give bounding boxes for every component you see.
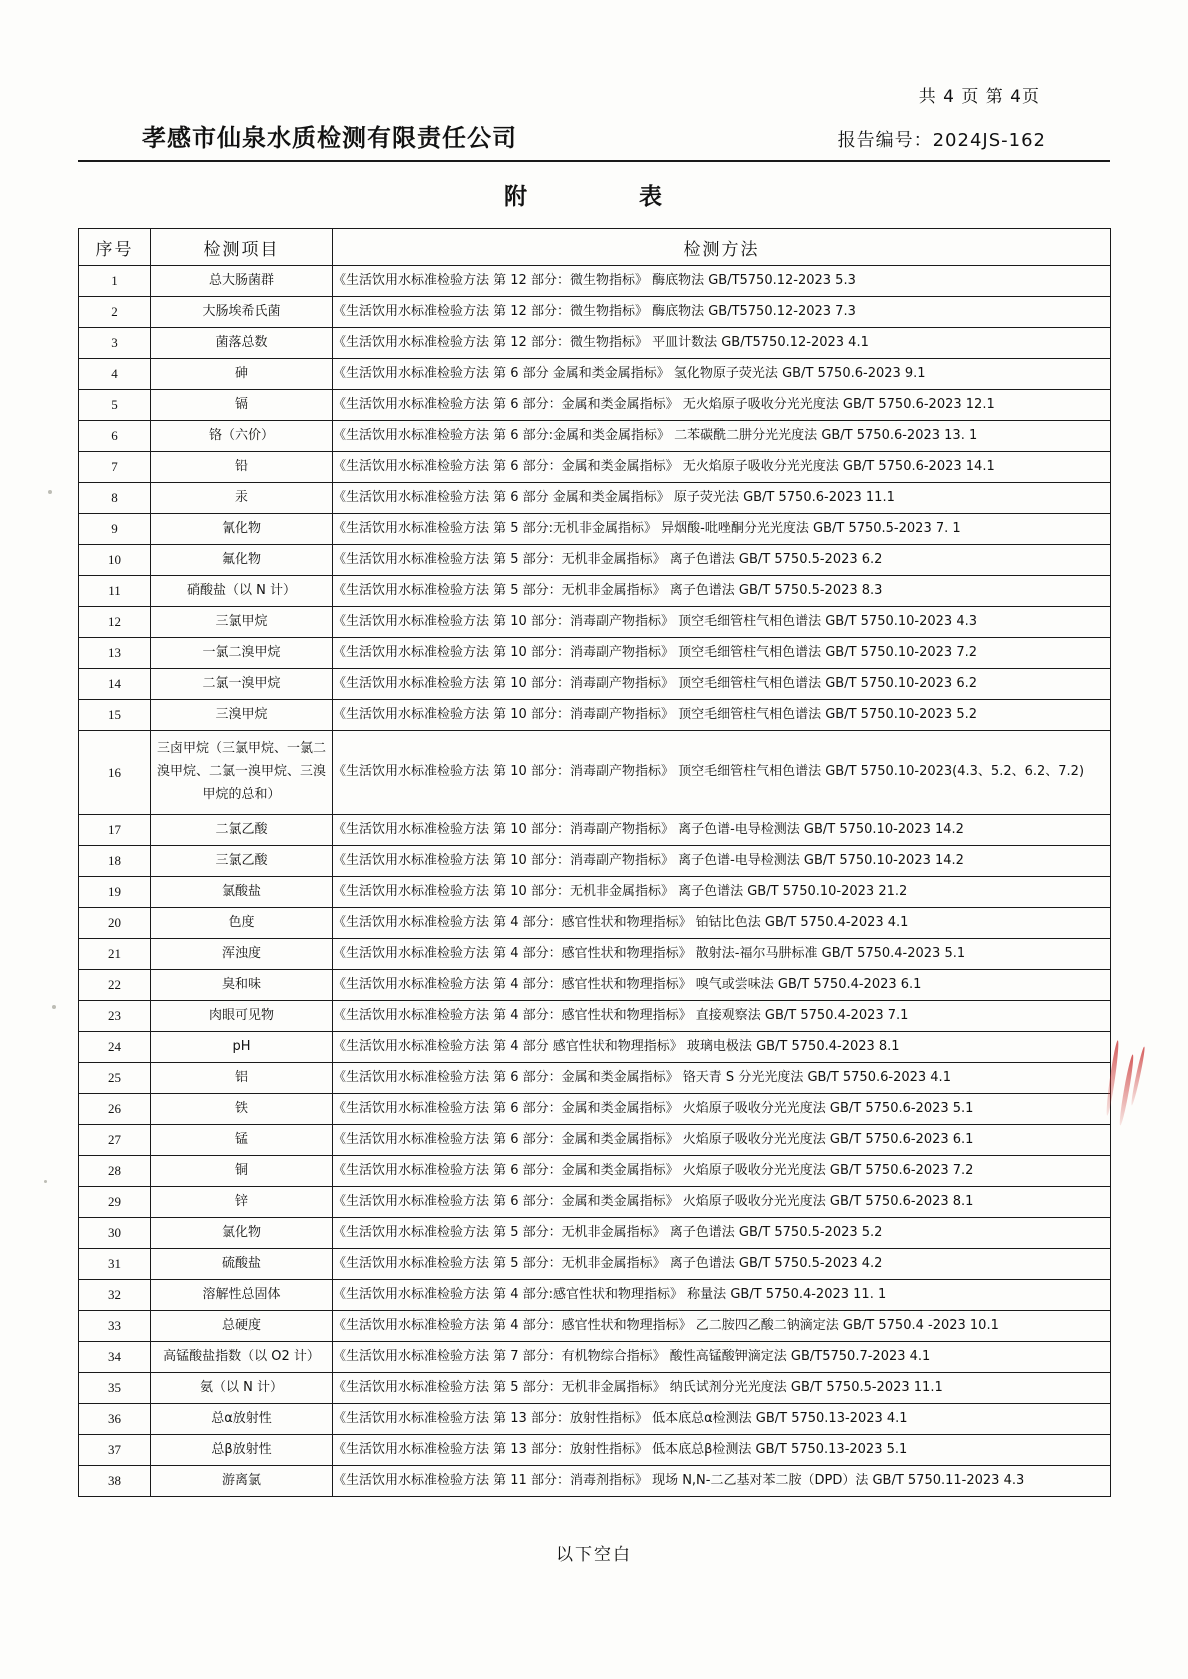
cell-item: 氯化物 bbox=[151, 1218, 333, 1249]
cell-method: 《生活饮用水标准检验方法 第 12 部分：微生物指标》 酶底物法 GB/T5750.12-2023 7.3 bbox=[333, 297, 1111, 328]
cell-method: 《生活饮用水标准检验方法 第 7 部分：有机物综合指标》 酸性高锰酸钾滴定法 GB/T5750.7-2023 4.1 bbox=[333, 1342, 1111, 1373]
cell-no: 28 bbox=[79, 1156, 151, 1187]
cell-method: 《生活饮用水标准检验方法 第 6 部分：金属和类金属指标》 铬天青 S 分光光度法 GB/T 5750.6-2023 4.1 bbox=[333, 1063, 1111, 1094]
cell-item: 锰 bbox=[151, 1125, 333, 1156]
cell-item: 铬（六价） bbox=[151, 421, 333, 452]
scan-speck bbox=[48, 490, 52, 494]
cell-no: 1 bbox=[79, 266, 151, 297]
cell-method: 《生活饮用水标准检验方法 第 4 部分:感官性状和物理指标》 称量法 GB/T 5750.4-2023 11. 1 bbox=[333, 1280, 1111, 1311]
cell-item: pH bbox=[151, 1032, 333, 1063]
cell-method: 《生活饮用水标准检验方法 第 6 部分 金属和类金属指标》 原子荧光法 GB/T 5750.6-2023 11.1 bbox=[333, 483, 1111, 514]
cell-no: 20 bbox=[79, 908, 151, 939]
cell-method: 《生活饮用水标准检验方法 第 5 部分：无机非金属指标》 离子色谱法 GB/T 5750.5-2023 4.2 bbox=[333, 1249, 1111, 1280]
cell-no: 16 bbox=[79, 731, 151, 815]
cell-method: 《生活饮用水标准检验方法 第 12 部分：微生物指标》 酶底物法 GB/T5750.12-2023 5.3 bbox=[333, 266, 1111, 297]
report-number-label: 报告编号： bbox=[837, 130, 933, 151]
cell-no: 5 bbox=[79, 390, 151, 421]
cell-item: 总α放射性 bbox=[151, 1404, 333, 1435]
page-count: 共 4 页 第 4页 bbox=[918, 87, 1040, 107]
cell-no: 21 bbox=[79, 939, 151, 970]
cell-no: 29 bbox=[79, 1187, 151, 1218]
cell-item: 硫酸盐 bbox=[151, 1249, 333, 1280]
cell-method: 《生活饮用水标准检验方法 第 11 部分：消毒剂指标》 现场 N,N-二乙基对苯二胺（DPD）法 GB/T 5750.11-2023 4.3 bbox=[333, 1466, 1111, 1497]
table-row bbox=[79, 1094, 1111, 1125]
table-row bbox=[79, 1249, 1111, 1280]
cell-method: 《生活饮用水标准检验方法 第 6 部分：金属和类金属指标》 火焰原子吸收分光光度法 GB/T 5750.6-2023 5.1 bbox=[333, 1094, 1111, 1125]
cell-item: 三氯乙酸 bbox=[151, 846, 333, 877]
cell-no: 15 bbox=[79, 700, 151, 731]
cell-method: 《生活饮用水标准检验方法 第 5 部分：无机非金属指标》 离子色谱法 GB/T 5750.5-2023 6.2 bbox=[333, 545, 1111, 576]
table-row bbox=[79, 1280, 1111, 1311]
cell-no: 3 bbox=[79, 328, 151, 359]
cell-item: 镉 bbox=[151, 390, 333, 421]
header-divider bbox=[78, 160, 1110, 162]
cell-item: 氰化物 bbox=[151, 514, 333, 545]
cell-no: 7 bbox=[79, 452, 151, 483]
column-header-item: 检测项目 bbox=[151, 229, 333, 266]
cell-item: 铜 bbox=[151, 1156, 333, 1187]
table-row bbox=[79, 731, 1111, 815]
cell-no: 18 bbox=[79, 846, 151, 877]
cell-item: 浑浊度 bbox=[151, 939, 333, 970]
cell-no: 19 bbox=[79, 877, 151, 908]
column-header-no: 序号 bbox=[79, 229, 151, 266]
table-row bbox=[79, 514, 1111, 545]
cell-item: 氨（以 N 计） bbox=[151, 1373, 333, 1404]
cell-method: 《生活饮用水标准检验方法 第 4 部分：感官性状和物理指标》 嗅气或尝味法 GB/T 5750.4-2023 6.1 bbox=[333, 970, 1111, 1001]
table-body bbox=[79, 266, 1111, 1497]
cell-no: 32 bbox=[79, 1280, 151, 1311]
table-row bbox=[79, 1404, 1111, 1435]
cell-method: 《生活饮用水标准检验方法 第 10 部分：消毒副产物指标》 顶空毛细管柱气相色谱法 GB/T 5750.10-2023 6.2 bbox=[333, 669, 1111, 700]
table-row bbox=[79, 1063, 1111, 1094]
cell-no: 36 bbox=[79, 1404, 151, 1435]
table-row bbox=[79, 297, 1111, 328]
cell-method: 《生活饮用水标准检验方法 第 6 部分：金属和类金属指标》 火焰原子吸收分光光度法 GB/T 5750.6-2023 7.2 bbox=[333, 1156, 1111, 1187]
cell-no: 4 bbox=[79, 359, 151, 390]
cell-method: 《生活饮用水标准检验方法 第 10 部分：消毒副产物指标》 顶空毛细管柱气相色谱法 GB/T 5750.10-2023 5.2 bbox=[333, 700, 1111, 731]
cell-item: 硝酸盐（以 N 计） bbox=[151, 576, 333, 607]
cell-no: 33 bbox=[79, 1311, 151, 1342]
cell-no: 10 bbox=[79, 545, 151, 576]
cell-method: 《生活饮用水标准检验方法 第 6 部分:金属和类金属指标》 二苯碳酰二肼分光光度法 GB/T 5750.6-2023 13. 1 bbox=[333, 421, 1111, 452]
cell-item: 一氯二溴甲烷 bbox=[151, 638, 333, 669]
cell-item: 二氯一溴甲烷 bbox=[151, 669, 333, 700]
cell-method: 《生活饮用水标准检验方法 第 10 部分：消毒副产物指标》 顶空毛细管柱气相色谱法 GB/T 5750.10-2023(4.3、5.2、6.2、7.2) bbox=[333, 731, 1111, 815]
cell-method: 《生活饮用水标准检验方法 第 13 部分：放射性指标》 低本底总β检测法 GB/T 5750.13-2023 5.1 bbox=[333, 1435, 1111, 1466]
cell-item: 高锰酸盐指数（以 O2 计） bbox=[151, 1342, 333, 1373]
table-row bbox=[79, 328, 1111, 359]
cell-no: 35 bbox=[79, 1373, 151, 1404]
table-header-row bbox=[79, 229, 1111, 266]
cell-item: 三溴甲烷 bbox=[151, 700, 333, 731]
cell-item: 总大肠菌群 bbox=[151, 266, 333, 297]
cell-method: 《生活饮用水标准检验方法 第 5 部分:无机非金属指标》 异烟酸-吡唑酮分光光度法 GB/T 5750.5-2023 7. 1 bbox=[333, 514, 1111, 545]
table-row bbox=[79, 266, 1111, 297]
cell-no: 14 bbox=[79, 669, 151, 700]
footer-note: 以下空白 bbox=[556, 1545, 632, 1565]
table-row bbox=[79, 815, 1111, 846]
cell-item: 汞 bbox=[151, 483, 333, 514]
cell-method: 《生活饮用水标准检验方法 第 10 部分：消毒副产物指标》 顶空毛细管柱气相色谱法 GB/T 5750.10-2023 7.2 bbox=[333, 638, 1111, 669]
table-row bbox=[79, 390, 1111, 421]
table-row bbox=[79, 545, 1111, 576]
table-row bbox=[79, 638, 1111, 669]
cell-method: 《生活饮用水标准检验方法 第 5 部分：无机非金属指标》 离子色谱法 GB/T 5750.5-2023 5.2 bbox=[333, 1218, 1111, 1249]
table-row bbox=[79, 1466, 1111, 1497]
cell-method: 《生活饮用水标准检验方法 第 4 部分：感官性状和物理指标》 铂钴比色法 GB/T 5750.4-2023 4.1 bbox=[333, 908, 1111, 939]
cell-method: 《生活饮用水标准检验方法 第 10 部分：消毒副产物指标》 离子色谱-电导检测法 GB/T 5750.10-2023 14.2 bbox=[333, 846, 1111, 877]
cell-no: 38 bbox=[79, 1466, 151, 1497]
cell-no: 6 bbox=[79, 421, 151, 452]
company-name: 孝感市仙泉水质检测有限责任公司 bbox=[142, 124, 517, 152]
methods-table bbox=[78, 228, 1111, 1497]
cell-no: 26 bbox=[79, 1094, 151, 1125]
cell-no: 37 bbox=[79, 1435, 151, 1466]
report-number-value: 2024JS-162 bbox=[932, 130, 1046, 151]
cell-no: 27 bbox=[79, 1125, 151, 1156]
cell-item: 总β放射性 bbox=[151, 1435, 333, 1466]
cell-no: 23 bbox=[79, 1001, 151, 1032]
table-row bbox=[79, 846, 1111, 877]
cell-no: 25 bbox=[79, 1063, 151, 1094]
table-row bbox=[79, 669, 1111, 700]
cell-method: 《生活饮用水标准检验方法 第 10 部分：消毒副产物指标》 离子色谱-电导检测法 GB/T 5750.10-2023 14.2 bbox=[333, 815, 1111, 846]
table-row bbox=[79, 1156, 1111, 1187]
table-row bbox=[79, 576, 1111, 607]
table-row bbox=[79, 1311, 1111, 1342]
table-row bbox=[79, 970, 1111, 1001]
cell-item: 溶解性总固体 bbox=[151, 1280, 333, 1311]
cell-method: 《生活饮用水标准检验方法 第 4 部分：感官性状和物理指标》 散射法-福尔马肼标准 GB/T 5750.4-2023 5.1 bbox=[333, 939, 1111, 970]
column-header-method: 检测方法 bbox=[333, 229, 1111, 266]
cell-item: 铝 bbox=[151, 1063, 333, 1094]
scan-speck bbox=[52, 1005, 56, 1009]
cell-method: 《生活饮用水标准检验方法 第 4 部分：感官性状和物理指标》 乙二胺四乙酸二钠滴定法 GB/T 5750.4 -2023 10.1 bbox=[333, 1311, 1111, 1342]
table-row bbox=[79, 1032, 1111, 1063]
table-row bbox=[79, 1218, 1111, 1249]
cell-item: 大肠埃希氏菌 bbox=[151, 297, 333, 328]
cell-item: 三氯甲烷 bbox=[151, 607, 333, 638]
table-row bbox=[79, 1187, 1111, 1218]
report-number bbox=[838, 126, 1078, 152]
cell-no: 2 bbox=[79, 297, 151, 328]
scan-speck bbox=[44, 1180, 47, 1183]
table-row bbox=[79, 700, 1111, 731]
cell-method: 《生活饮用水标准检验方法 第 6 部分 金属和类金属指标》 氢化物原子荧光法 GB/T 5750.6-2023 9.1 bbox=[333, 359, 1111, 390]
cell-item: 氟化物 bbox=[151, 545, 333, 576]
cell-item: 砷 bbox=[151, 359, 333, 390]
cell-method: 《生活饮用水标准检验方法 第 10 部分：无机非金属指标》 离子色谱法 GB/T 5750.10-2023 21.2 bbox=[333, 877, 1111, 908]
cell-method: 《生活饮用水标准检验方法 第 12 部分：微生物指标》 平皿计数法 GB/T5750.12-2023 4.1 bbox=[333, 328, 1111, 359]
cell-item: 总硬度 bbox=[151, 1311, 333, 1342]
cell-no: 8 bbox=[79, 483, 151, 514]
table-row bbox=[79, 607, 1111, 638]
cell-item: 肉眼可见物 bbox=[151, 1001, 333, 1032]
cell-method: 《生活饮用水标准检验方法 第 6 部分：金属和类金属指标》 火焰原子吸收分光光度法 GB/T 5750.6-2023 8.1 bbox=[333, 1187, 1111, 1218]
cell-method: 《生活饮用水标准检验方法 第 5 部分：无机非金属指标》 离子色谱法 GB/T 5750.5-2023 8.3 bbox=[333, 576, 1111, 607]
cell-no: 12 bbox=[79, 607, 151, 638]
cell-no: 31 bbox=[79, 1249, 151, 1280]
table-row bbox=[79, 1373, 1111, 1404]
table-row bbox=[79, 1435, 1111, 1466]
cell-item: 色度 bbox=[151, 908, 333, 939]
cell-item: 菌落总数 bbox=[151, 328, 333, 359]
cell-method: 《生活饮用水标准检验方法 第 10 部分：消毒副产物指标》 顶空毛细管柱气相色谱法 GB/T 5750.10-2023 4.3 bbox=[333, 607, 1111, 638]
table-row bbox=[79, 452, 1111, 483]
cell-item: 锌 bbox=[151, 1187, 333, 1218]
cell-item: 二氯乙酸 bbox=[151, 815, 333, 846]
table-row bbox=[79, 877, 1111, 908]
cell-method: 《生活饮用水标准检验方法 第 4 部分 感官性状和物理指标》 玻璃电极法 GB/T 5750.4-2023 8.1 bbox=[333, 1032, 1111, 1063]
cell-no: 9 bbox=[79, 514, 151, 545]
cell-method: 《生活饮用水标准检验方法 第 6 部分：金属和类金属指标》 无火焰原子吸收分光光度法 GB/T 5750.6-2023 14.1 bbox=[333, 452, 1111, 483]
table-row bbox=[79, 483, 1111, 514]
cell-no: 34 bbox=[79, 1342, 151, 1373]
cell-method: 《生活饮用水标准检验方法 第 13 部分：放射性指标》 低本底总α检测法 GB/T 5750.13-2023 4.1 bbox=[333, 1404, 1111, 1435]
cell-item: 铅 bbox=[151, 452, 333, 483]
cell-no: 17 bbox=[79, 815, 151, 846]
cell-method: 《生活饮用水标准检验方法 第 6 部分：金属和类金属指标》 无火焰原子吸收分光光度法 GB/T 5750.6-2023 12.1 bbox=[333, 390, 1111, 421]
cell-item: 游离氯 bbox=[151, 1466, 333, 1497]
table-row bbox=[79, 1342, 1111, 1373]
cell-no: 24 bbox=[79, 1032, 151, 1063]
table-row bbox=[79, 359, 1111, 390]
table-row bbox=[79, 939, 1111, 970]
cell-method: 《生活饮用水标准检验方法 第 5 部分：无机非金属指标》 纳氏试剂分光光度法 GB/T 5750.5-2023 11.1 bbox=[333, 1373, 1111, 1404]
cell-item: 臭和味 bbox=[151, 970, 333, 1001]
cell-item: 三卤甲烷（三氯甲烷、一氯二溴甲烷、二氯一溴甲烷、三溴甲烷的总和） bbox=[151, 731, 333, 815]
table-row bbox=[79, 1125, 1111, 1156]
cell-no: 13 bbox=[79, 638, 151, 669]
cell-no: 30 bbox=[79, 1218, 151, 1249]
document-header bbox=[110, 118, 1078, 153]
table-row bbox=[79, 421, 1111, 452]
cell-method: 《生活饮用水标准检验方法 第 6 部分：金属和类金属指标》 火焰原子吸收分光光度法 GB/T 5750.6-2023 6.1 bbox=[333, 1125, 1111, 1156]
cell-method: 《生活饮用水标准检验方法 第 4 部分：感官性状和物理指标》 直接观察法 GB/T 5750.4-2023 7.1 bbox=[333, 1001, 1111, 1032]
table-row bbox=[79, 908, 1111, 939]
table-row bbox=[79, 1001, 1111, 1032]
cell-item: 铁 bbox=[151, 1094, 333, 1125]
page-title: 附 表 bbox=[504, 184, 684, 210]
cell-no: 11 bbox=[79, 576, 151, 607]
cell-no: 22 bbox=[79, 970, 151, 1001]
cell-item: 氯酸盐 bbox=[151, 877, 333, 908]
